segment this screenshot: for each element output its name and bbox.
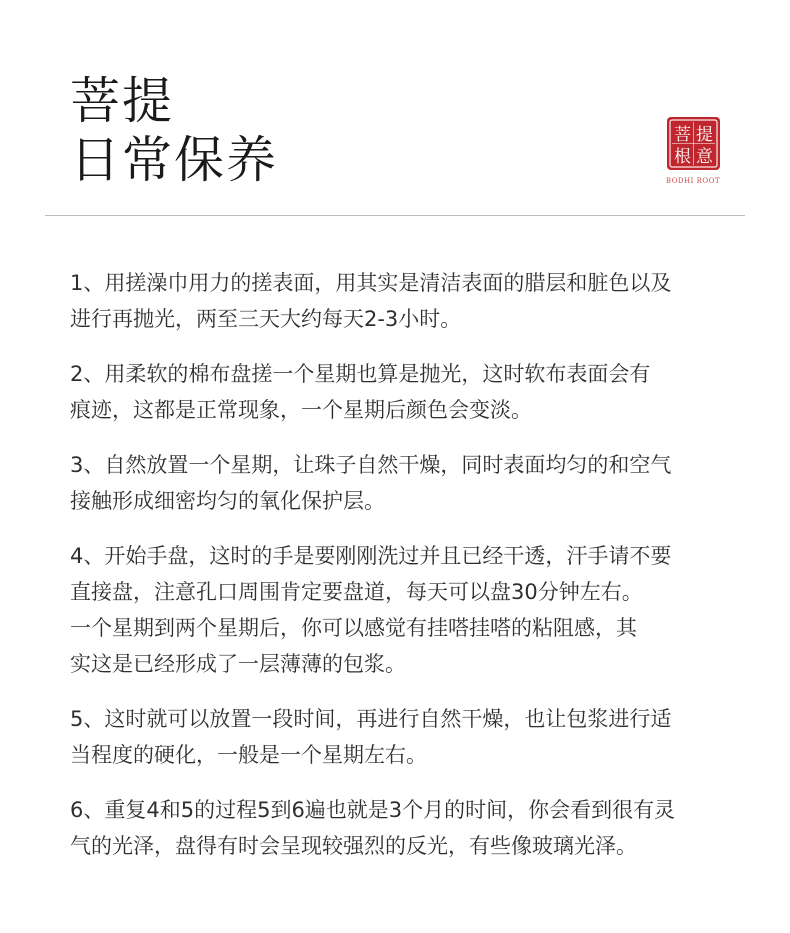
paragraph-line: 接触形成细密均匀的氧化保护层。 [70, 489, 385, 513]
paragraph-line: 3、自然放置一个星期，让珠子自然干燥，同时表面均匀的和空气 [70, 453, 672, 477]
paragraph-3 [70, 447, 730, 519]
brand-logo [662, 116, 724, 185]
paragraph-5 [70, 701, 730, 773]
paragraph-line: 实这是已经形成了一层薄薄的包浆。 [70, 652, 406, 676]
svg-text:意: 意 [695, 147, 713, 167]
paragraph-6 [70, 792, 730, 864]
care-instructions [70, 265, 730, 883]
paragraph-4 [70, 538, 730, 682]
paragraph-line: 4、开始手盘，这时的手是要刚刚洗过并且已经干透，汗手请不要 [70, 544, 672, 568]
paragraph-line: 当程度的硬化，一般是一个星期左右。 [70, 743, 427, 767]
title-line-2: 日常保养 [70, 131, 278, 189]
paragraph-1 [70, 265, 730, 337]
paragraph-line: 气的光泽，盘得有时会呈现较强烈的反光，有些像玻璃光泽。 [70, 834, 637, 858]
title-line-1: 菩提 [70, 72, 174, 130]
seal-stamp-icon [666, 116, 721, 171]
paragraph-line: 2、用柔软的棉布盘搓一个星期也算是抛光，这时软布表面会有 [70, 362, 651, 386]
logo-caption: BODHI ROOT [665, 177, 721, 185]
paragraph-line: 进行再抛光，两至三天大约每天2-3小时。 [70, 307, 462, 331]
paragraph-line: 痕迹，这都是正常现象，一个星期后颜色会变淡。 [70, 398, 532, 422]
header-divider [45, 215, 745, 216]
paragraph-line: 5、这时就可以放置一段时间，再进行自然干燥，也让包浆进行适 [70, 707, 672, 731]
svg-text:菩: 菩 [673, 125, 691, 145]
paragraph-line: 一个星期到两个星期后，你可以感觉有挂嗒挂嗒的粘阻感，其 [70, 616, 637, 640]
svg-text:根: 根 [673, 147, 691, 167]
paragraph-line: 6、重复4和5的过程5到6遍也就是3个月的时间，你会看到很有灵 [70, 798, 676, 822]
paragraph-2 [70, 356, 730, 428]
page-title [70, 72, 278, 190]
paragraph-line: 1、用搓澡巾用力的搓表面，用其实是清洁表面的腊层和脏色以及 [70, 271, 672, 295]
svg-text:提: 提 [695, 125, 713, 145]
paragraph-line: 直接盘，注意孔口周围肯定要盘道，每天可以盘30分钟左右。 [70, 580, 643, 604]
